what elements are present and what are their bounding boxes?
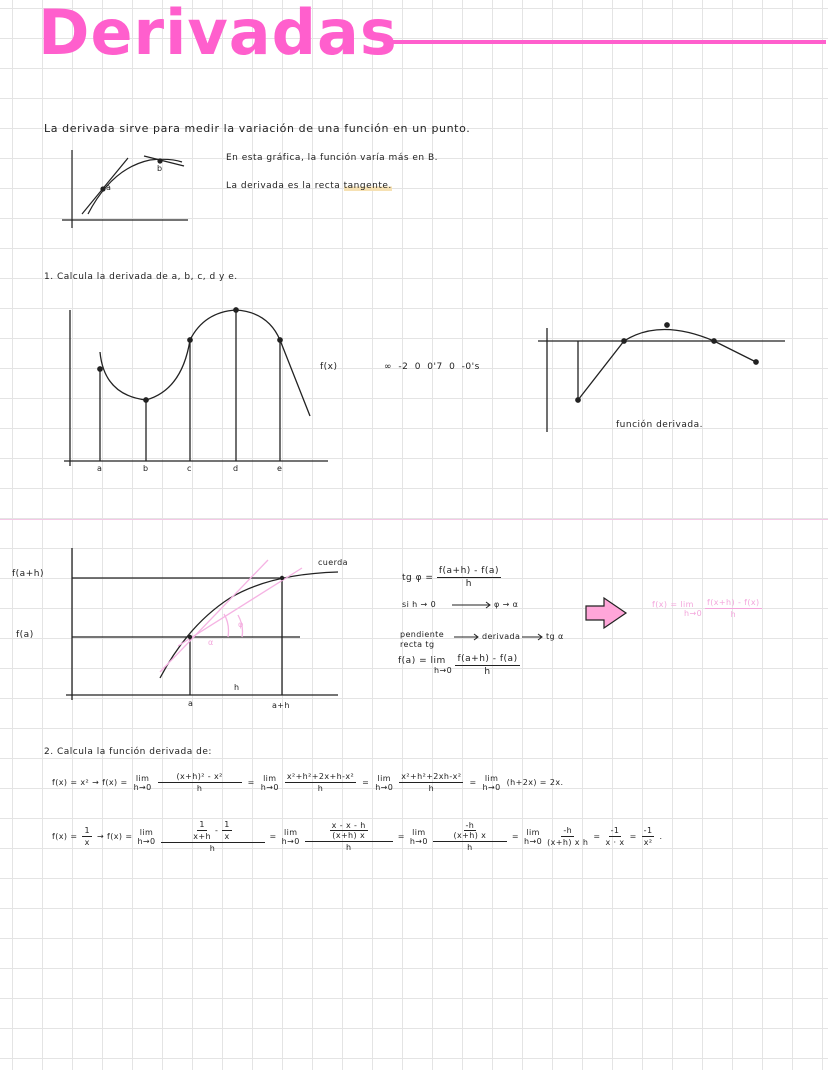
tg-formula bbox=[402, 566, 501, 589]
intro-point-a bbox=[101, 187, 105, 191]
derivative-point-1 bbox=[576, 398, 580, 402]
row1-frac-3 bbox=[399, 772, 463, 793]
tangent-note-highlight: tangente. bbox=[343, 181, 392, 191]
row2-frac-2-num bbox=[305, 821, 393, 842]
pink-lhs: f(x) = lim bbox=[652, 599, 694, 609]
row2-frac-5-num: -1 bbox=[610, 826, 620, 835]
limit-line-1: si h → 0 bbox=[402, 600, 437, 609]
formula-den: h bbox=[484, 667, 491, 677]
formula-lhs: f(a) = lim bbox=[398, 656, 446, 666]
pink-sub: h→0 bbox=[684, 608, 703, 618]
row1-frac-1-den: h bbox=[196, 784, 203, 793]
limit-line-2: φ → α bbox=[494, 600, 519, 609]
tangent-note-prefix: La derivada es la recta bbox=[226, 181, 344, 191]
row2-frac-6 bbox=[642, 826, 655, 847]
tg-fraction bbox=[437, 566, 501, 589]
page-title: Derivadas bbox=[38, 0, 398, 69]
row2-frac-5 bbox=[605, 826, 624, 847]
section-divider bbox=[0, 519, 828, 520]
row2-frac-3-den: h bbox=[467, 843, 473, 852]
fx-point-a bbox=[98, 367, 102, 371]
row1-frac-3-num: x²+h²+2xh-x² bbox=[401, 772, 462, 781]
intro-label-a: a bbox=[106, 183, 112, 192]
row2-eq-2: = bbox=[397, 832, 405, 841]
row2-one: 1 bbox=[84, 826, 90, 835]
pink-fraction bbox=[705, 598, 762, 619]
row2-minus: - bbox=[214, 826, 219, 835]
row2-frac-6-num: -1 bbox=[643, 826, 653, 835]
row1-lim-2-text: lim bbox=[263, 773, 277, 783]
row1-frac-1 bbox=[158, 772, 242, 793]
intro-point-b bbox=[158, 159, 162, 163]
derivada-end: tg α bbox=[546, 632, 564, 641]
derivative-formula bbox=[398, 654, 520, 677]
row1-lim-3-text: lim bbox=[377, 773, 391, 783]
row2-frac-2-mid: (x+h) x bbox=[332, 831, 366, 840]
row2-frac-4-num: -h bbox=[563, 826, 573, 835]
row2-x: x bbox=[84, 838, 90, 847]
row2-lim-4-sub: h→0 bbox=[524, 836, 543, 846]
pink-lim bbox=[652, 600, 702, 618]
values-row: ∞ -2 0 0'7 0 -0's bbox=[384, 362, 480, 372]
row2-inner-a-num: 1 bbox=[199, 820, 205, 829]
label-h: h bbox=[234, 683, 240, 692]
row2-eq-1: = bbox=[269, 832, 277, 841]
ex2-row2 bbox=[52, 820, 662, 853]
row2-frac-5-den: x · x bbox=[605, 838, 625, 847]
row1-lim-1-text: lim bbox=[135, 773, 150, 783]
x-label-a: a bbox=[97, 464, 103, 473]
row2-inner-a bbox=[193, 820, 211, 841]
row1-frac-2-den: h bbox=[317, 784, 324, 793]
row2-frac-3-num bbox=[433, 821, 507, 842]
row2-lim-1 bbox=[137, 828, 155, 846]
ex2-row1 bbox=[52, 772, 563, 793]
intro-label-b: b bbox=[157, 164, 163, 173]
def-point-ah bbox=[280, 576, 284, 580]
definition-graph bbox=[66, 548, 338, 700]
row2-lim-3-text: lim bbox=[412, 827, 426, 837]
row1-frac-3-den: h bbox=[428, 784, 435, 793]
row2-frac-1-num bbox=[161, 820, 265, 843]
label-axis-a: a bbox=[188, 699, 194, 708]
row1-lim-2-sub: h→0 bbox=[260, 782, 279, 792]
pink-formula bbox=[652, 598, 762, 619]
row1-eq-2: = bbox=[362, 778, 370, 787]
row2-lim-1-sub: h→0 bbox=[137, 836, 156, 846]
row1-lim-4-sub: h→0 bbox=[482, 782, 501, 792]
derivative-point-4 bbox=[712, 339, 716, 343]
row2-arrow: → f(x) = bbox=[96, 832, 133, 841]
fx-point-b bbox=[144, 398, 148, 402]
formula-sub: h→0 bbox=[434, 666, 453, 675]
row2-inner-b bbox=[222, 820, 232, 841]
row2-lim-4-text: lim bbox=[526, 827, 540, 837]
row2-frac-4 bbox=[547, 826, 588, 847]
derivada-mid: derivada bbox=[482, 632, 521, 641]
def-chord-line bbox=[160, 560, 268, 672]
x-label-b: b bbox=[143, 464, 149, 473]
row1-lim-3 bbox=[375, 774, 393, 792]
row2-frac-1 bbox=[161, 820, 265, 853]
row2-eq-5: = bbox=[629, 832, 637, 841]
row2-lim-1-text: lim bbox=[139, 827, 154, 837]
intro-graph bbox=[62, 150, 188, 228]
fx-curve bbox=[100, 310, 310, 416]
row1-lim-3-sub: h→0 bbox=[375, 782, 394, 792]
x-label-c: c bbox=[187, 464, 192, 473]
pendiente-1: pendiente bbox=[400, 630, 445, 639]
fx-point-d bbox=[234, 308, 238, 312]
derivative-point-3 bbox=[665, 323, 669, 327]
row2-lim-2-sub: h→0 bbox=[281, 836, 300, 846]
derivative-graph bbox=[538, 323, 785, 432]
tg-den: h bbox=[465, 579, 472, 589]
def-point-a bbox=[188, 635, 192, 639]
label-cuerda: cuerda bbox=[318, 558, 348, 567]
row2-lim-4 bbox=[524, 828, 542, 846]
label-fa: f(a) bbox=[16, 630, 34, 640]
row2-frac-2-den: h bbox=[345, 843, 352, 852]
row2-frac-2-top: x - x - h bbox=[331, 821, 366, 830]
x-label-e: e bbox=[277, 464, 283, 473]
fx-point-c bbox=[188, 338, 192, 342]
row1-frac-2-num: x²+h²+2x+h-x² bbox=[286, 772, 355, 781]
derivative-caption: función derivada. bbox=[616, 420, 703, 430]
label-fah: f(a+h) bbox=[12, 569, 44, 579]
graph-note: En esta gráfica, la función varía más en B. bbox=[226, 153, 439, 163]
row2-lim-3 bbox=[410, 828, 428, 846]
fx-point-e bbox=[278, 338, 282, 342]
label-alpha: α bbox=[208, 638, 214, 647]
derivative-curve bbox=[578, 330, 756, 401]
row1-lim-4 bbox=[483, 774, 501, 792]
pink-num: f(x+h) - f(x) bbox=[707, 598, 760, 607]
row1-eq-1: = bbox=[247, 778, 255, 787]
row2-eq-4: = bbox=[593, 832, 601, 841]
row2-end: . bbox=[659, 832, 663, 841]
row1-lim-1 bbox=[134, 774, 152, 792]
fx-graph bbox=[64, 308, 328, 466]
row2-lim-2-text: lim bbox=[283, 827, 298, 837]
row2-lim-3-sub: h→0 bbox=[409, 836, 428, 846]
tg-num: f(a+h) - f(a) bbox=[438, 566, 499, 576]
row1-lim-4-text: lim bbox=[484, 773, 499, 783]
row2-inner-b-den: x bbox=[224, 832, 230, 841]
row2-frac-2 bbox=[305, 821, 393, 852]
row2-start: f(x) = bbox=[52, 832, 78, 841]
row2-frac-4-den: (x+h) x h bbox=[547, 838, 589, 847]
def-angle-alpha-arc bbox=[224, 614, 229, 637]
row2-frac-3-top: -h bbox=[465, 821, 475, 830]
row1-frac-1-num: (x+h)² - x² bbox=[158, 772, 242, 783]
row1-lim-1-sub: h→0 bbox=[133, 782, 152, 792]
fx-label: f(x) bbox=[320, 362, 338, 372]
row2-inner-a-den: x+h bbox=[193, 832, 211, 841]
exercise1-heading: 1. Calcula la derivada de a, b, c, d y e. bbox=[44, 272, 238, 282]
row2-frac-3-mid: (x+h) x bbox=[453, 831, 487, 840]
row1-tail: (h+2x) = 2x. bbox=[506, 778, 564, 787]
row2-lim-2 bbox=[282, 828, 300, 846]
pink-den: h bbox=[730, 610, 737, 619]
row2-eq-3: = bbox=[511, 832, 520, 841]
formula-num: f(a+h) - f(a) bbox=[457, 654, 518, 664]
row2-inner-b-num: 1 bbox=[224, 820, 230, 829]
exercise2-heading: 2. Calcula la función derivada de: bbox=[44, 747, 212, 757]
row2-frac-1-den: h bbox=[209, 844, 216, 853]
label-phi: φ bbox=[238, 620, 244, 629]
row2-one-over-x bbox=[82, 826, 92, 847]
tg-lhs: tg φ = bbox=[402, 573, 434, 583]
row2-frac-6-den: x² bbox=[643, 838, 653, 847]
row1-start: f(x) = x² → f(x) = bbox=[52, 778, 128, 787]
derivative-point-5 bbox=[754, 360, 758, 364]
row1-eq-3: = bbox=[469, 778, 477, 787]
formula-fraction bbox=[455, 654, 519, 677]
formula-lim bbox=[398, 656, 452, 675]
label-axis-ah: a+h bbox=[272, 701, 290, 710]
intro-sentence: La derivada sirve para medir la variación de una función en un punto. bbox=[44, 122, 471, 135]
def-curve bbox=[160, 572, 338, 678]
def-tangent-line bbox=[178, 568, 302, 646]
derivative-point-2 bbox=[622, 339, 626, 343]
intro-tangent-a bbox=[82, 158, 128, 214]
pendiente-2: recta tg bbox=[400, 640, 435, 649]
row2-frac-3 bbox=[433, 821, 507, 852]
pink-arrow-icon bbox=[586, 598, 626, 628]
row1-frac-2 bbox=[285, 772, 356, 793]
x-label-d: d bbox=[233, 464, 239, 473]
row1-lim-2 bbox=[261, 774, 279, 792]
